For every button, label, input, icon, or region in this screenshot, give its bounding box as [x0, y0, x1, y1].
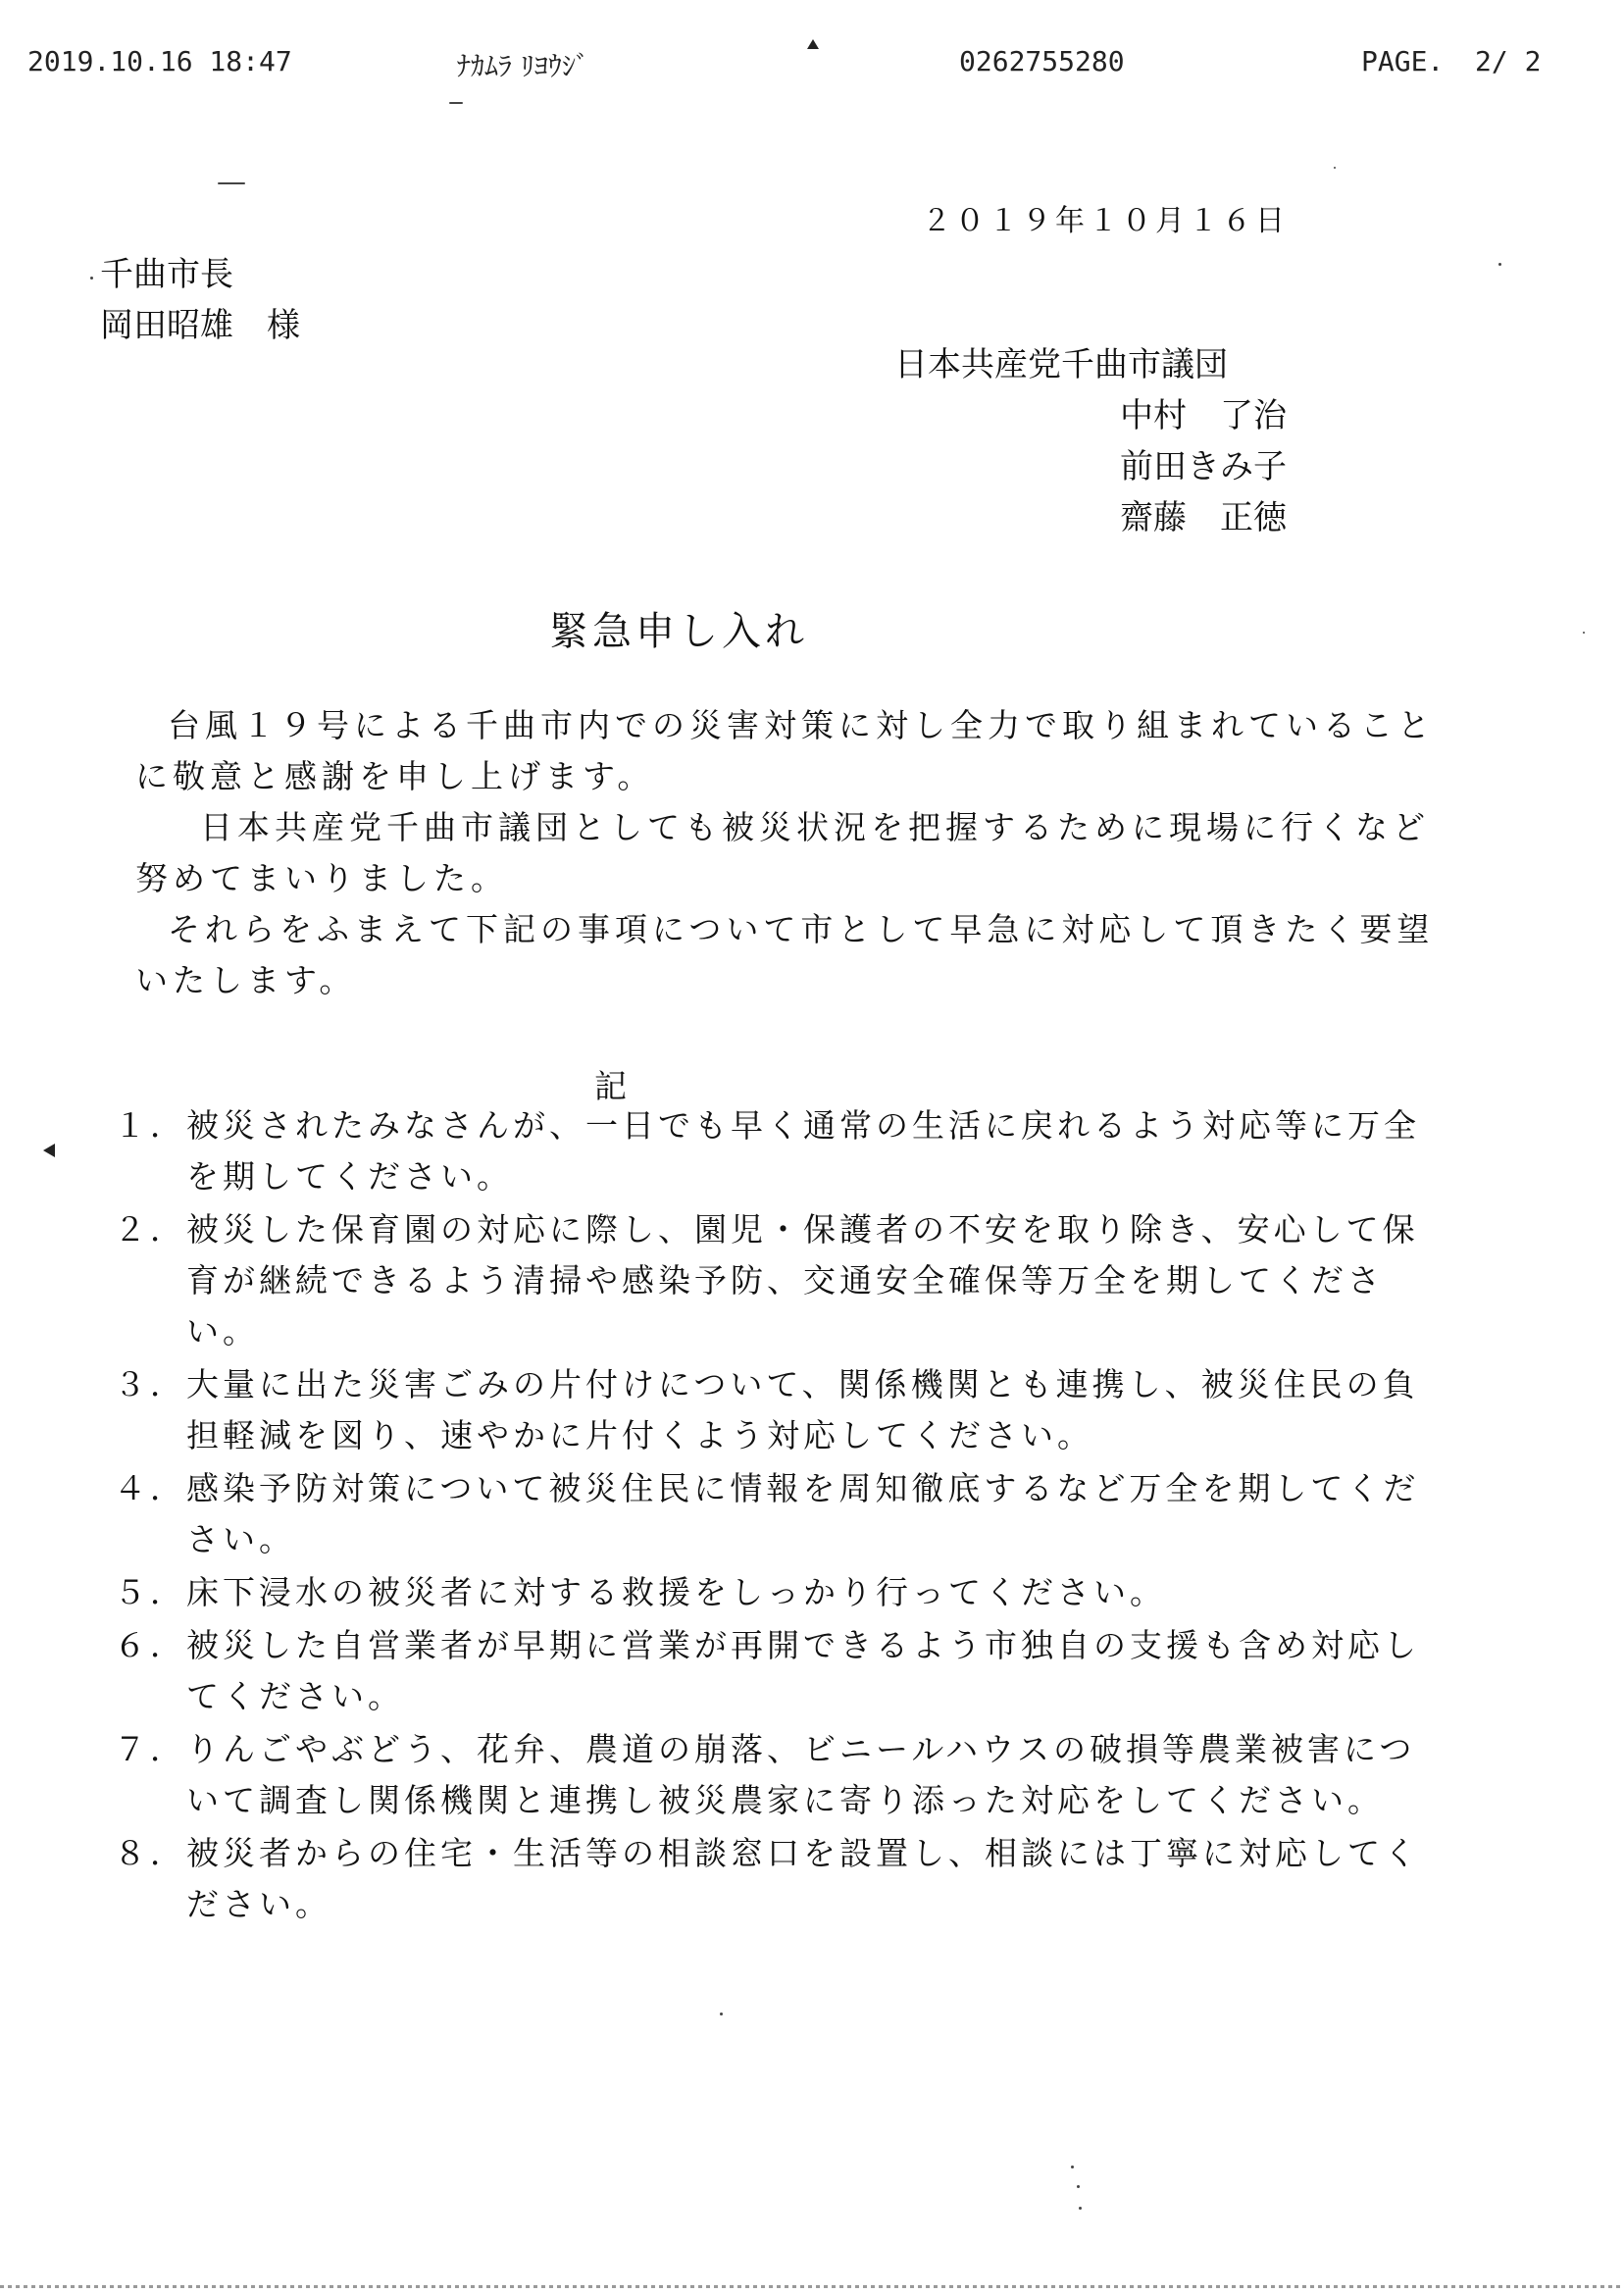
- item-text: 床下浸水の被災者に対する救援をしっかり行ってください。: [186, 1573, 1166, 1611]
- list-item: [114, 1463, 1428, 1565]
- body-text: [135, 700, 1440, 1006]
- fax-page-number: 2/ 2: [1475, 45, 1542, 77]
- item-number: ７．: [114, 1730, 186, 1768]
- fax-sender-name: ﾅｶﾑﾗ ﾘﾖｳｼﾞ: [457, 50, 589, 82]
- scan-speck: [720, 2013, 723, 2015]
- scan-speck: [1498, 263, 1501, 266]
- recipient-title: 千曲市長: [100, 255, 233, 294]
- sender-block: [894, 339, 1287, 543]
- item-text: 被災されたみなさんが、一日でも早く通常の生活に戻れるよう対応等に万全を期してください。: [186, 1106, 1420, 1196]
- fax-phone: 0262755280: [959, 45, 1125, 77]
- item-number: ２．: [114, 1210, 186, 1249]
- list-item: [114, 1359, 1428, 1461]
- recipient-block: [100, 249, 300, 351]
- item-text: 被災者からの住宅・生活等の相談窓口を設置し、相談には丁寧に対応してください。: [186, 1834, 1420, 1923]
- item-number: ６．: [114, 1626, 186, 1664]
- item-text: 感染予防対策について被災住民に情報を周知徹底するなど万全を期してください。: [186, 1469, 1420, 1558]
- scan-speck: [90, 277, 93, 280]
- list-item: [114, 1100, 1428, 1202]
- body-paragraph: 日本共産党千曲市議団としても被災状況を把握するために現場に行くなど努めてまいりました。: [135, 808, 1430, 897]
- list-item: [114, 1567, 1428, 1618]
- item-number: ５．: [114, 1573, 186, 1611]
- scan-speck: [1079, 2207, 1082, 2210]
- item-number: ８．: [114, 1834, 186, 1872]
- sender-member: 前田きみ子: [1120, 447, 1287, 486]
- scan-speck: [1334, 167, 1336, 169]
- item-text: 被災した保育園の対応に際し、園児・保護者の不安を取り除き、安心して保育が継続できるよう清掃や感染予防、交通安全確保等万全を期してください。: [186, 1210, 1419, 1351]
- document-title: 緊急申し入れ: [549, 609, 808, 654]
- list-item: [114, 1724, 1428, 1826]
- scan-arrow-icon: [43, 1144, 55, 1157]
- item-text: りんごやぶどう、花弁、農道の崩落、ビニールハウスの破損等農業被害について調査し関係機関と連携し被災農家に寄り添った対応をしてください。: [186, 1730, 1416, 1819]
- recipient-name: 岡田昭雄 様: [100, 306, 300, 345]
- scan-speck: [218, 182, 245, 184]
- body-paragraph: 台風１９号による千曲市内での災害対策に対し全力で取り組まれていることに敬意と感謝を申し上げます。: [135, 706, 1435, 795]
- document-date: ２０１９年１０月１６日: [922, 204, 1289, 238]
- list-item: [114, 1620, 1428, 1722]
- scan-bottom-edge: [0, 2285, 1624, 2288]
- item-text: 被災した自営業者が早期に営業が再開できるよう市独自の支援も含め対応してください。: [186, 1626, 1420, 1715]
- fax-datetime: 2019.10.16 18:47: [27, 45, 292, 77]
- body-paragraph: それらをふまえて下記の事項について市として早急に対応して頂きたく要望いたします。: [135, 910, 1435, 999]
- item-number: １．: [114, 1106, 186, 1145]
- item-text: 大量に出た災害ごみの片付けについて、関係機関とも連携し、被災住民の負担軽減を図り、速やかに片付くよう対応してください。: [186, 1365, 1419, 1454]
- scan-mark-icon: [807, 39, 819, 49]
- item-number: ３．: [114, 1365, 186, 1403]
- sender-group: 日本共産党千曲市議団: [894, 345, 1228, 384]
- item-number: ４．: [114, 1469, 186, 1507]
- fax-page-label: PAGE.: [1361, 45, 1445, 77]
- sender-member: 中村 了治: [1120, 396, 1287, 435]
- list-item: [114, 1828, 1428, 1930]
- fax-header: [0, 45, 1624, 84]
- sender-member: 齋藤 正徳: [1120, 498, 1287, 537]
- scan-speck: [1071, 2166, 1074, 2168]
- list-item: [114, 1204, 1428, 1357]
- request-list: [114, 1100, 1428, 1932]
- ki-label: 記: [594, 1067, 627, 1105]
- scan-speck: [449, 102, 463, 104]
- scan-speck: [1583, 632, 1585, 634]
- scan-speck: [1077, 2185, 1080, 2188]
